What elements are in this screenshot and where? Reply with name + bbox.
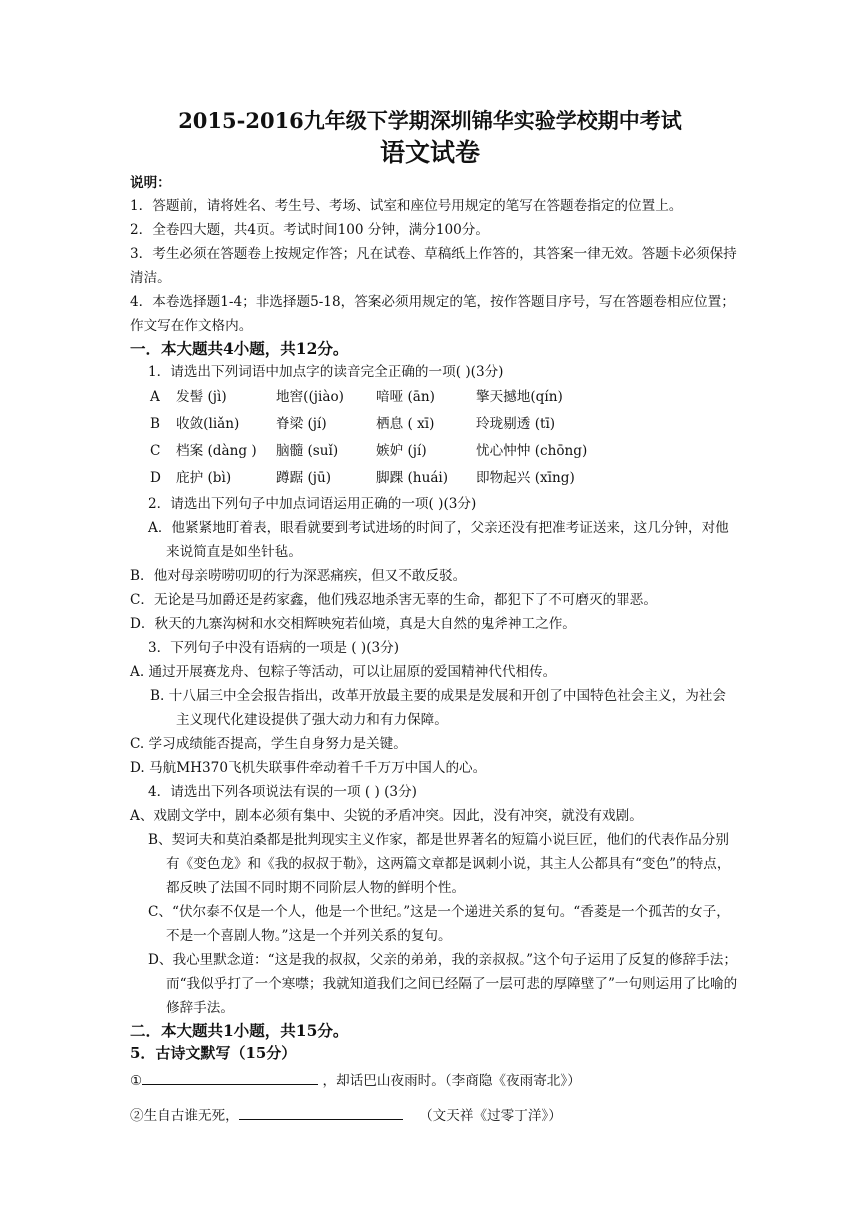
q2-option: A．他紧紧地盯着表，眼看就要到考试进场的时间了，父亲还没有把准考证送来，这几分钟，对他来说简直是如坐针毡。 bbox=[148, 520, 729, 560]
instruction-item: 4．本卷选择题1-4；非选择题5-18，答案必须用规定的笔，按作答题目序号，写在答题卷相应位置；作文写在作文格内。 bbox=[130, 294, 735, 334]
exam-subtitle: 语文试卷 bbox=[379, 138, 480, 167]
option-cell: 忧心忡忡 (chōng) bbox=[476, 443, 588, 459]
option-cell: 玲珑剔透 (tī) bbox=[476, 416, 556, 432]
fill-line-1 bbox=[130, 1064, 738, 1099]
answer-blank[interactable] bbox=[142, 1068, 318, 1085]
option-cell: 栖息 ( xī) bbox=[376, 416, 435, 432]
option-cell: 嫉妒 (jí) bbox=[376, 443, 427, 459]
q2-option: C．无论是马加爵还是药家鑫，他们残忍地杀害无辜的生命，都犯下了不可磨灭的罪恶。 bbox=[130, 592, 657, 608]
question-1-stem: 1．请选出下列词语中加点字的读音完全正确的一项( )(3分) bbox=[148, 364, 504, 380]
option-letter: B bbox=[150, 416, 160, 432]
exam-content bbox=[130, 172, 738, 1134]
option-letter: C bbox=[150, 443, 161, 459]
fill-prefix: ②生自古谁无死， bbox=[130, 1108, 239, 1124]
instruction-item: 1．答题前，请将姓名、考生号、考场、试室和座位号用规定的笔写在答题卷指定的位置上。 bbox=[130, 198, 683, 214]
q1-option-c bbox=[130, 438, 738, 465]
q2-option: B．他对母亲唠唠叨叨的行为深恶痛疾，但又不敢反驳。 bbox=[130, 568, 467, 584]
section2-heading: 二．本大题共1小题，共15分。 bbox=[130, 1021, 349, 1040]
question-5-stem: 5．古诗文默写（15分） bbox=[130, 1044, 297, 1062]
instruction-item: 2．全卷四大题，共4页。考试时间100 分钟，满分100分。 bbox=[130, 222, 489, 238]
answer-blank[interactable] bbox=[239, 1103, 403, 1120]
option-letter: D bbox=[150, 470, 161, 486]
option-cell: 脚踝 (huái) bbox=[376, 470, 449, 486]
question-4-stem: 4．请选出下列各项说法有误的一项 ( ) (3分) bbox=[148, 784, 417, 800]
option-cell: 地窖((jiào) bbox=[276, 389, 344, 405]
fill-suffix: ，却话巴山夜雨时。（李商隐《夜雨寄北》） bbox=[322, 1073, 581, 1089]
q3-option: B. 十八届三中全会报告指出，改革开放最主要的成果是发展和开创了中国特色社会主义，为社会主义现代化建设提供了强大动力和有力保障。 bbox=[150, 688, 726, 728]
q4-option: D、我心里默念道：“这是我的叔叔，父亲的弟弟，我的亲叔叔。”这个句子运用了反复的修辞手法；而“我似乎打了一个寒噤；我就知道我们之间已经隔了一层可悲的厚障壁了”一句则运用了比喻的修辞手法。 bbox=[148, 952, 738, 1016]
option-cell: 蹲踞 (jū) bbox=[276, 470, 332, 486]
question-2-stem: 2．请选出下列句子中加点词语运用正确的一项( )(3分) bbox=[148, 496, 477, 512]
option-letter: A bbox=[150, 389, 160, 405]
q4-option: B、契诃夫和莫泊桑都是批判现实主义作家，都是世界著名的短篇小说巨匠，他们的代表作品分别有《变色龙》和《我的叔叔于勒》，这两篇文章都是讽刺小说，其主人公都具有“变色”的特点，都反映了法国不同时期不同阶层人物的鲜明个性。 bbox=[148, 832, 731, 896]
option-cell: 发髻 (jì) bbox=[176, 389, 227, 405]
option-cell: 脑髓 (suǐ) bbox=[276, 443, 339, 459]
fill-suffix: （文天祥《过零丁洋》） bbox=[419, 1108, 562, 1124]
option-cell: 档案 (dàng ) bbox=[176, 443, 257, 459]
option-cell: 庇护 (bì) bbox=[176, 470, 232, 486]
option-cell: 收敛(liǎn) bbox=[176, 416, 240, 432]
option-cell: 喑哑 (ān) bbox=[376, 389, 435, 405]
question-3-stem: 3．下列句子中没有语病的一项是 ( )(3分) bbox=[148, 640, 400, 656]
q4-option: A、戏剧文学中，剧本必须有集中、尖锐的矛盾冲突。因此，没有冲突，就没有戏剧。 bbox=[130, 808, 643, 824]
option-cell: 即物起兴 (xīng) bbox=[476, 470, 575, 486]
option-cell: 擎天撼地(qín) bbox=[476, 389, 563, 405]
q1-option-b bbox=[130, 411, 738, 438]
fill-prefix: ① bbox=[130, 1073, 143, 1089]
instructions-label: 说明： bbox=[130, 175, 171, 191]
q2-option: D．秋天的九寨沟树和水交相辉映宛若仙境，真是大自然的鬼斧神工之作。 bbox=[130, 616, 576, 632]
exam-title: 2015-2016九年级下学期深圳锦华实验学校期中考试 bbox=[178, 108, 682, 133]
q3-option: C. 学习成绩能否提高，学生自身努力是关键。 bbox=[130, 736, 407, 752]
q1-option-a bbox=[130, 384, 738, 411]
section1-heading: 一．本大题共4小题，共12分。 bbox=[130, 339, 349, 358]
fill-line-2 bbox=[130, 1099, 738, 1134]
q1-option-d bbox=[130, 465, 738, 492]
instruction-item: 3．考生必须在答题卷上按规定作答；凡在试卷、草稿纸上作答的，其答案一律无效。答题卡必须保持清洁。 bbox=[130, 246, 737, 286]
q3-option: D. 马航MH370飞机失联事件牵动着千千万万中国人的心。 bbox=[130, 760, 487, 776]
q4-option: C、“伏尔泰不仅是一个人，他是一个世纪。”这是一个递进关系的复句。“香菱是一个孤苦的女子，不是一个喜剧人物。”这是一个并列关系的复句。 bbox=[148, 904, 730, 944]
option-cell: 脊梁 (jí) bbox=[276, 416, 327, 432]
q3-option: A. 通过开展赛龙舟、包粽子等活动，可以让屈原的爱国精神代代相传。 bbox=[130, 664, 557, 680]
